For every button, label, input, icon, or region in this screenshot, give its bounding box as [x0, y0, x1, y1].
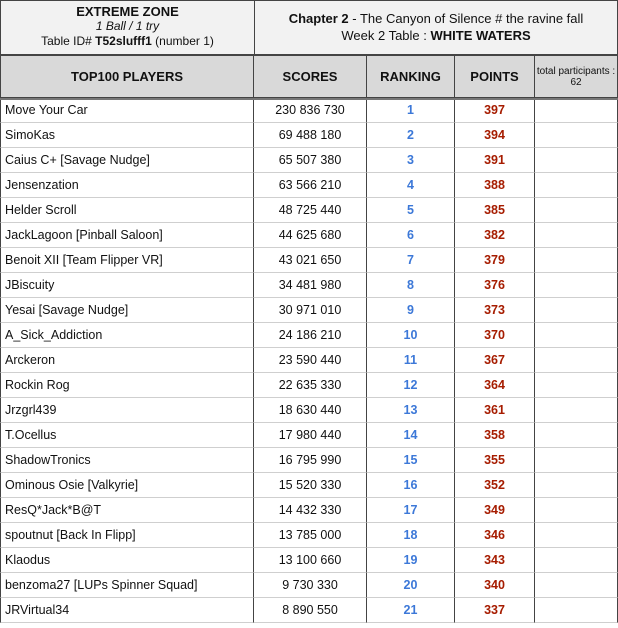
- total-participants-value: 62: [570, 76, 582, 88]
- table-row[interactable]: [0, 448, 618, 473]
- player-rows: [0, 98, 618, 623]
- table-row[interactable]: [0, 348, 618, 373]
- empty-cell[interactable]: [535, 223, 618, 248]
- table-row[interactable]: [0, 273, 618, 298]
- score-cell[interactable]: 8 890 550: [254, 598, 367, 623]
- ranking-cell[interactable]: 18: [367, 523, 455, 548]
- week-text: Week 2 Table :: [341, 28, 431, 43]
- points-cell[interactable]: 379: [455, 248, 535, 273]
- table-row[interactable]: [0, 198, 618, 223]
- empty-cell[interactable]: [535, 98, 618, 123]
- score-cell[interactable]: 15 520 330: [254, 473, 367, 498]
- player-name-cell[interactable]: JRVirtual34: [0, 598, 254, 623]
- score-cell[interactable]: 9 730 330: [254, 573, 367, 598]
- player-name-cell[interactable]: Rockin Rog: [0, 373, 254, 398]
- table-row[interactable]: [0, 123, 618, 148]
- ranking-cell[interactable]: 4: [367, 173, 455, 198]
- ranking-cell[interactable]: 16: [367, 473, 455, 498]
- score-cell[interactable]: 22 635 330: [254, 373, 367, 398]
- header-divider: [0, 98, 618, 100]
- table-id: [1, 34, 254, 49]
- ranking-cell[interactable]: 3: [367, 148, 455, 173]
- points-cell[interactable]: 397: [455, 98, 535, 123]
- points-cell[interactable]: 385: [455, 198, 535, 223]
- empty-cell[interactable]: [535, 573, 618, 598]
- score-cell[interactable]: 13 100 660: [254, 548, 367, 573]
- empty-cell[interactable]: [535, 123, 618, 148]
- player-name-cell[interactable]: Jrzgrl439: [0, 398, 254, 423]
- empty-cell[interactable]: [535, 448, 618, 473]
- points-cell[interactable]: 376: [455, 273, 535, 298]
- score-cell[interactable]: 23 590 440: [254, 348, 367, 373]
- header-players[interactable]: TOP100 PLAYERS: [0, 55, 254, 98]
- player-name-cell[interactable]: spoutnut [Back In Flipp]: [0, 523, 254, 548]
- ranking-cell[interactable]: 5: [367, 198, 455, 223]
- ball-rule: 1 Ball / 1 try: [95, 19, 160, 33]
- score-cell[interactable]: 30 971 010: [254, 298, 367, 323]
- header-ranking[interactable]: RANKING: [367, 55, 455, 98]
- table-row[interactable]: [0, 248, 618, 273]
- table-id-value: T52slufff1: [95, 34, 152, 48]
- empty-cell[interactable]: [535, 398, 618, 423]
- player-name-cell[interactable]: Helder Scroll: [0, 198, 254, 223]
- score-cell[interactable]: 16 795 990: [254, 448, 367, 473]
- score-cell[interactable]: 65 507 380: [254, 148, 367, 173]
- score-cell[interactable]: 48 725 440: [254, 198, 367, 223]
- score-cell[interactable]: 43 021 650: [254, 248, 367, 273]
- points-cell[interactable]: 364: [455, 373, 535, 398]
- points-cell[interactable]: 346: [455, 523, 535, 548]
- table-id-suffix: (number 1): [151, 34, 214, 48]
- table-row[interactable]: [0, 298, 618, 323]
- ranking-cell[interactable]: 20: [367, 573, 455, 598]
- table-row[interactable]: [0, 98, 618, 123]
- player-name-cell[interactable]: Yesai [Savage Nudge]: [0, 298, 254, 323]
- ranking-cell[interactable]: 2: [367, 123, 455, 148]
- points-cell[interactable]: 358: [455, 423, 535, 448]
- table-row[interactable]: [0, 148, 618, 173]
- empty-cell[interactable]: [535, 423, 618, 448]
- ranking-cell[interactable]: 19: [367, 548, 455, 573]
- player-name-cell[interactable]: Ominous Osie [Valkyrie]: [0, 473, 254, 498]
- points-cell[interactable]: 388: [455, 173, 535, 198]
- table-row[interactable]: [0, 523, 618, 548]
- points-cell[interactable]: 349: [455, 498, 535, 523]
- chapter-text: - The Canyon of Silence # the ravine fall: [348, 11, 584, 26]
- ranking-cell[interactable]: 9: [367, 298, 455, 323]
- empty-cell[interactable]: [535, 198, 618, 223]
- empty-cell[interactable]: [535, 348, 618, 373]
- table-row[interactable]: [0, 473, 618, 498]
- player-name-cell[interactable]: Arckeron: [0, 348, 254, 373]
- points-cell[interactable]: 367: [455, 348, 535, 373]
- score-cell[interactable]: 13 785 000: [254, 523, 367, 548]
- table-row[interactable]: [0, 323, 618, 348]
- empty-cell[interactable]: [535, 373, 618, 398]
- zone-info-cell[interactable]: [0, 0, 254, 55]
- table-row[interactable]: [0, 598, 618, 623]
- ranking-cell[interactable]: 17: [367, 498, 455, 523]
- ranking-cell[interactable]: 8: [367, 273, 455, 298]
- points-cell[interactable]: 370: [455, 323, 535, 348]
- score-cell[interactable]: 69 488 180: [254, 123, 367, 148]
- points-cell[interactable]: 352: [455, 473, 535, 498]
- points-cell[interactable]: 391: [455, 148, 535, 173]
- column-header-row: [0, 55, 618, 98]
- chapter-info-cell[interactable]: [254, 0, 618, 55]
- points-cell[interactable]: 373: [455, 298, 535, 323]
- zone-title: EXTREME ZONE: [76, 4, 179, 19]
- table-info-row: [0, 0, 618, 56]
- score-cell[interactable]: 24 186 210: [254, 323, 367, 348]
- score-cell[interactable]: 17 980 440: [254, 423, 367, 448]
- score-cell[interactable]: 230 836 730: [254, 98, 367, 123]
- player-name-cell[interactable]: Caius C+ [Savage Nudge]: [0, 148, 254, 173]
- points-cell[interactable]: 394: [455, 123, 535, 148]
- score-cell[interactable]: 18 630 440: [254, 398, 367, 423]
- empty-cell[interactable]: [535, 523, 618, 548]
- player-name-cell[interactable]: benzoma27 [LUPs Spinner Squad]: [0, 573, 254, 598]
- header-scores[interactable]: SCORES: [254, 55, 367, 98]
- chapter-line: [255, 10, 617, 27]
- score-cell[interactable]: 34 481 980: [254, 273, 367, 298]
- score-cell[interactable]: 44 625 680: [254, 223, 367, 248]
- points-cell[interactable]: 355: [455, 448, 535, 473]
- table-row[interactable]: [0, 373, 618, 398]
- ranking-cell[interactable]: 12: [367, 373, 455, 398]
- ranking-cell[interactable]: 13: [367, 398, 455, 423]
- total-participants-label: total participants :: [536, 65, 616, 77]
- table-row[interactable]: [0, 223, 618, 248]
- player-name-cell[interactable]: Jensenzation: [0, 173, 254, 198]
- empty-cell[interactable]: [535, 248, 618, 273]
- score-cell[interactable]: 63 566 210: [254, 173, 367, 198]
- player-name-cell[interactable]: Move Your Car: [0, 98, 254, 123]
- table-name: WHITE WATERS: [430, 28, 531, 43]
- empty-cell[interactable]: [535, 473, 618, 498]
- table-row[interactable]: [0, 548, 618, 573]
- empty-cell[interactable]: [535, 298, 618, 323]
- player-name-cell[interactable]: A_Sick_Addiction: [0, 323, 254, 348]
- chapter-label: Chapter 2: [288, 11, 349, 26]
- score-cell[interactable]: 14 432 330: [254, 498, 367, 523]
- table-row[interactable]: [0, 498, 618, 523]
- player-name-cell[interactable]: ResQ*Jack*B@T: [0, 498, 254, 523]
- ranking-cell[interactable]: 1: [367, 98, 455, 123]
- table-row[interactable]: [0, 573, 618, 598]
- empty-cell[interactable]: [535, 323, 618, 348]
- points-cell[interactable]: 340: [455, 573, 535, 598]
- player-name-cell[interactable]: SimoKas: [0, 123, 254, 148]
- empty-cell[interactable]: [535, 148, 618, 173]
- player-name-cell[interactable]: T.Ocellus: [0, 423, 254, 448]
- table-row[interactable]: [0, 173, 618, 198]
- table-row[interactable]: [0, 423, 618, 448]
- player-name-cell[interactable]: JackLagoon [Pinball Saloon]: [0, 223, 254, 248]
- header-points[interactable]: POINTS: [455, 55, 535, 98]
- points-cell[interactable]: 337: [455, 598, 535, 623]
- empty-cell[interactable]: [535, 598, 618, 623]
- empty-cell[interactable]: [535, 273, 618, 298]
- player-name-cell[interactable]: ShadowTronics: [0, 448, 254, 473]
- empty-cell[interactable]: [535, 173, 618, 198]
- player-name-cell[interactable]: Klaodus: [0, 548, 254, 573]
- empty-cell[interactable]: [535, 548, 618, 573]
- ranking-cell[interactable]: 15: [367, 448, 455, 473]
- table-id-prefix: Table ID#: [41, 34, 96, 48]
- player-name-cell[interactable]: Benoit XII [Team Flipper VR]: [0, 248, 254, 273]
- ranking-cell[interactable]: 7: [367, 248, 455, 273]
- table-row[interactable]: [0, 398, 618, 423]
- week-line: [255, 27, 617, 44]
- ranking-cell[interactable]: 14: [367, 423, 455, 448]
- ranking-cell[interactable]: 6: [367, 223, 455, 248]
- ranking-cell[interactable]: 11: [367, 348, 455, 373]
- ranking-cell[interactable]: 21: [367, 598, 455, 623]
- points-cell[interactable]: 382: [455, 223, 535, 248]
- empty-cell[interactable]: [535, 498, 618, 523]
- points-cell[interactable]: 361: [455, 398, 535, 423]
- points-cell[interactable]: 343: [455, 548, 535, 573]
- header-total-participants[interactable]: [535, 55, 618, 98]
- player-name-cell[interactable]: JBiscuity: [0, 273, 254, 298]
- ranking-cell[interactable]: 10: [367, 323, 455, 348]
